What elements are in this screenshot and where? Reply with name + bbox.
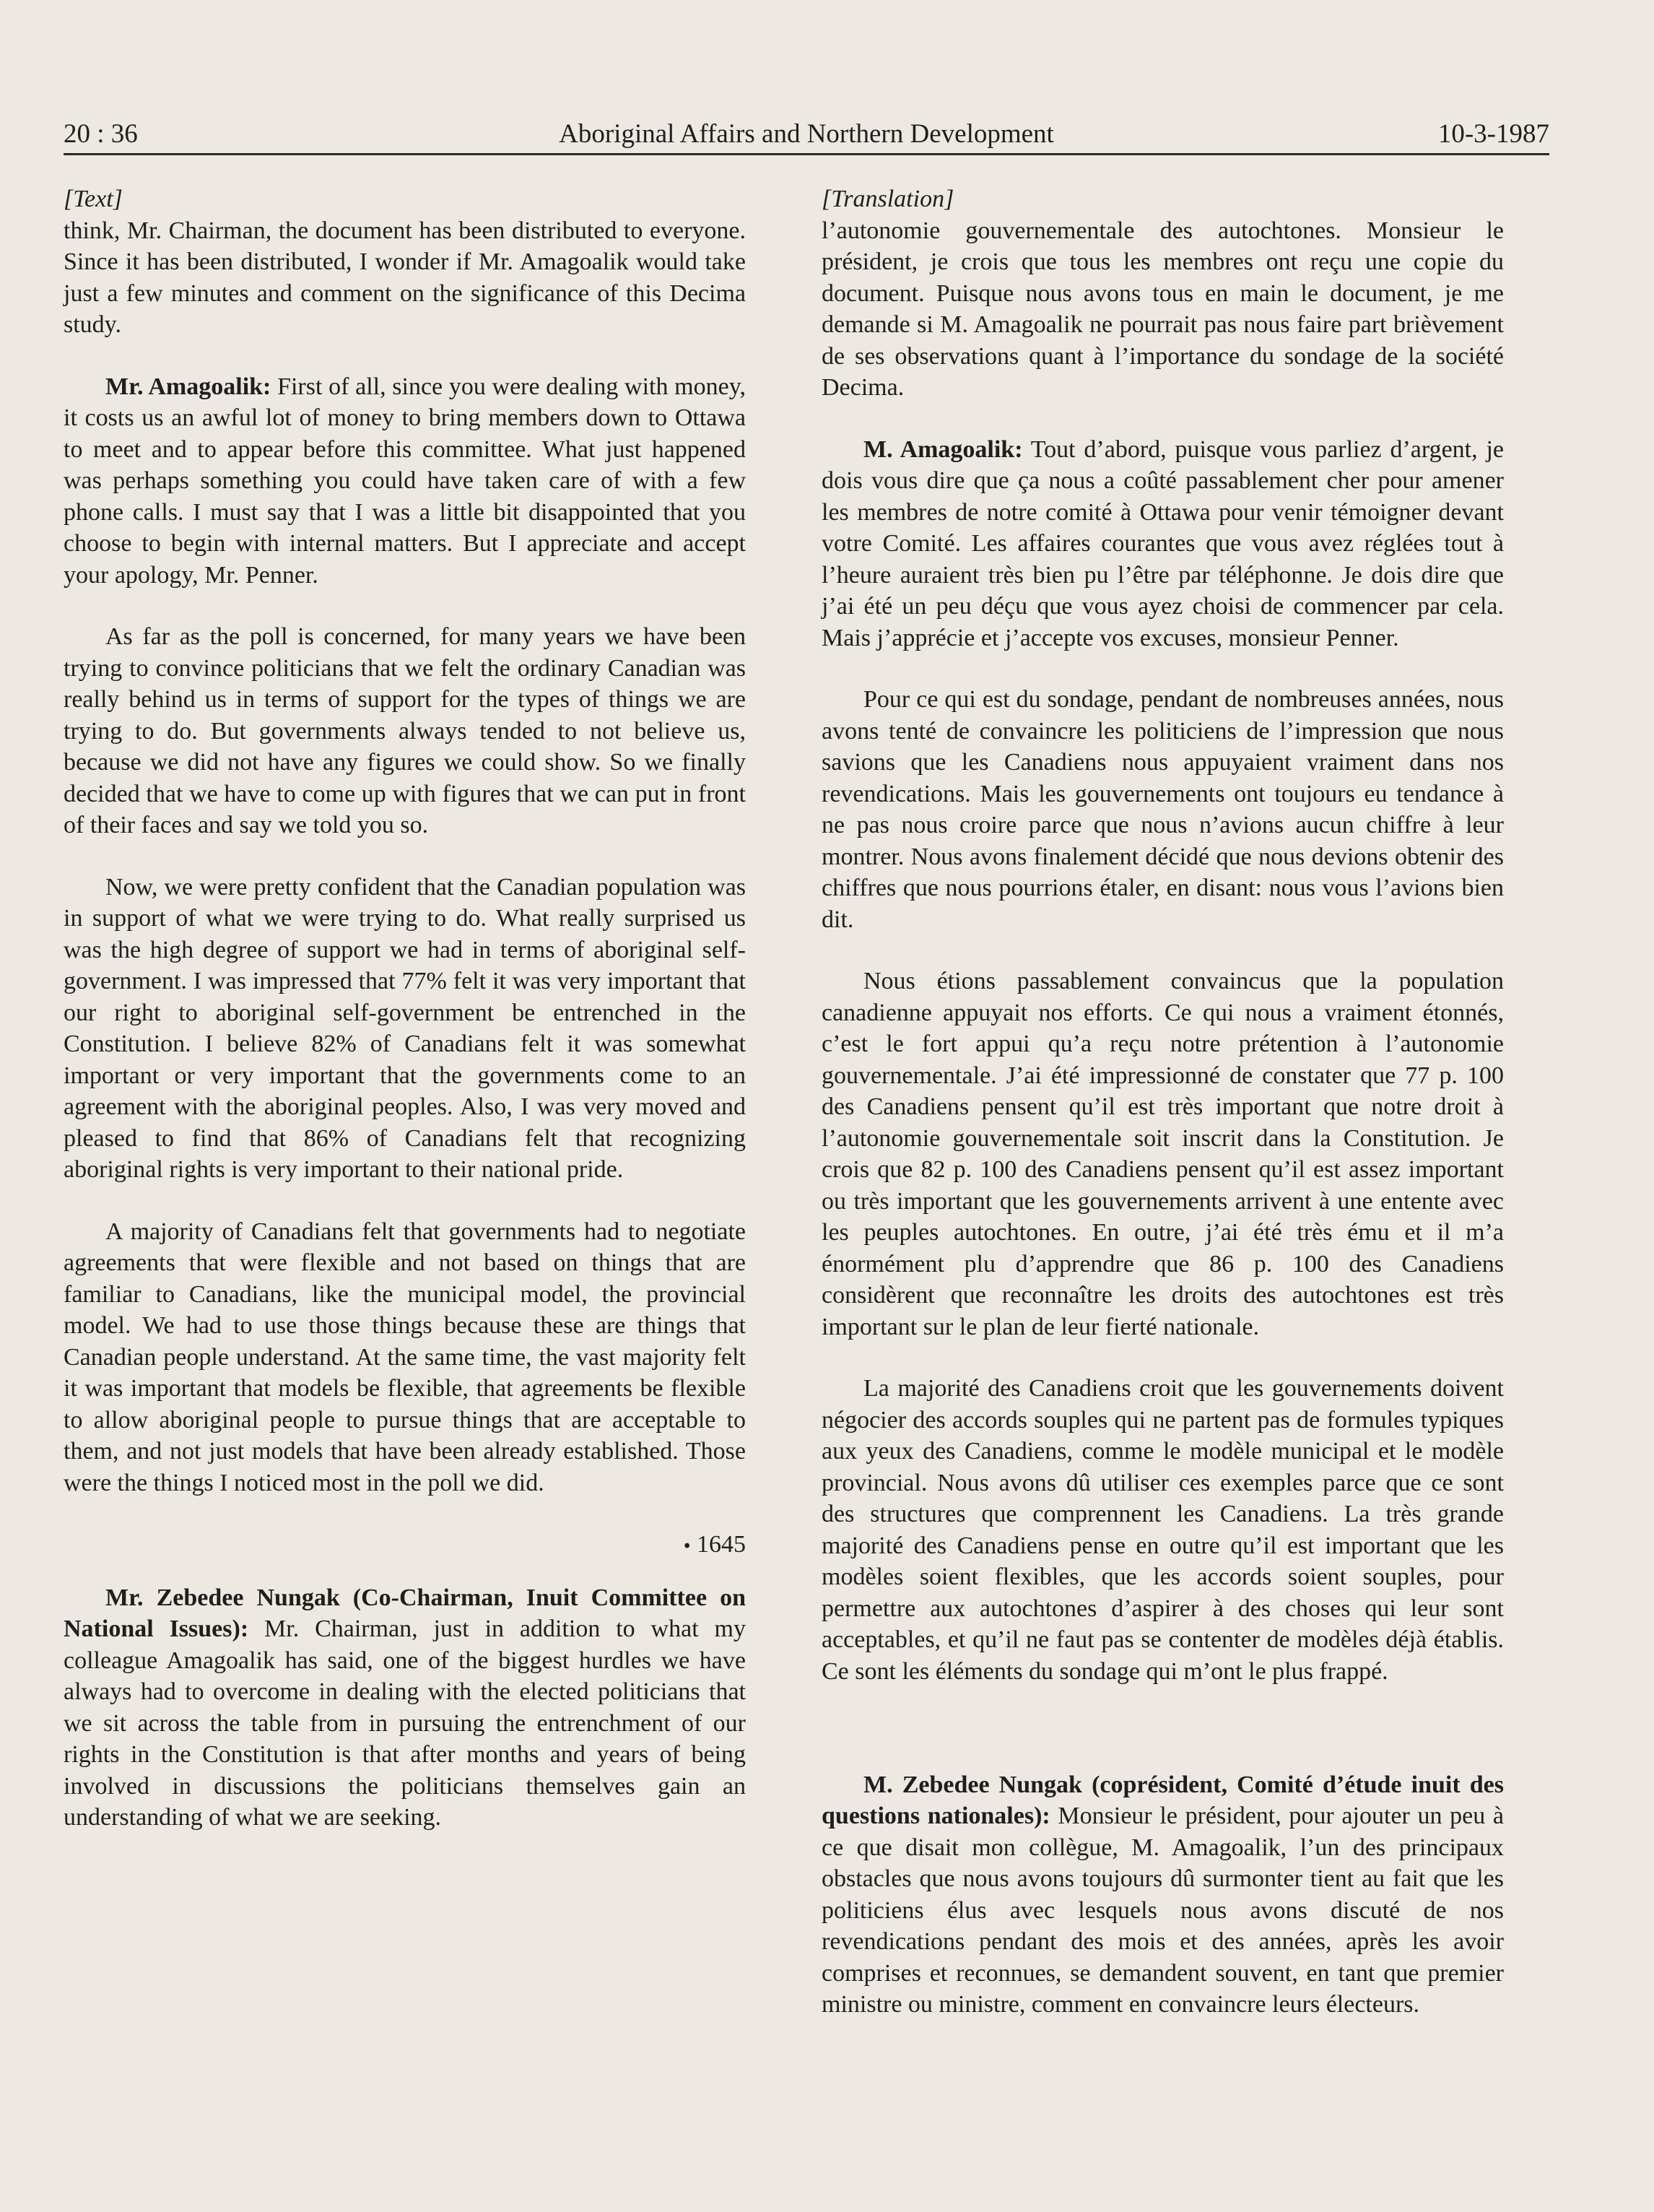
page-number: 20 : 36 — [64, 119, 138, 149]
paragraph: As far as the poll is concerned, for many years we have been trying to convince politicians that we felt the ordinary Canadian was really behind us in terms of support for the types of things we are trying to do. But governments always tended to not believe us, because we did not have any figures we could show. So we finally decided that we have to come up with figures that we can put in front of their faces and say we told you so. — [64, 623, 746, 838]
paragraph: Mr. Amagoalik: First of all, since you were dealing with money, it costs us an awful lot of money to bring members down to Ottawa to meet and to appear before this committee. What just happened was perhaps something you could have taken care of with a few phone calls. I must say that I was a little bit disappointed that you choose to begin with internal matters. But I appreciate and accept your apology, Mr. Penner. — [64, 373, 746, 589]
bullet-icon: • — [683, 1535, 691, 1558]
french-column — [822, 183, 1504, 2051]
page-header — [64, 116, 1549, 155]
speaker-name: Mr. Zebedee Nungak (Co-Chairman, Inuit Committee on National Issues): — [64, 1584, 746, 1643]
speaker-name: M. Zebedee Nungak (coprésident, Comité d’étude inuit des questions nationales): — [822, 1771, 1504, 1829]
paragraph: Nous étions passablement convaincus que la population canadienne appuyait nos efforts. Ce qui nous a vraiment étonnés, c’est le fort appui qu’a reçu notre prétention à l’autonomie gouvernementale. J’ai été impressionné de constater que 77 p. 100 des Canadiens pensent qu’il est très important que notre droit à l’autonomie gouvernementale soit inscrit dans la Constitution. Je crois que 82 p. 100 des Canadiens pensent qu’il est assez important ou très important que les gouvernements arrivent à une entente avec les peuples autochtones. En outre, j’ai été très ému et il m’a énormément plu d’apprendre que 86 p. 100 des Canadiens considèrent que reconnaître les droits des autochtones est très important sur le plan de leur fierté nationale. — [822, 968, 1504, 1340]
timestamp: • 1645 — [683, 1531, 746, 1558]
paragraph: Now, we were pretty confident that the Canadian population was in support of what we were trying to do. What really surprised us was the high degree of support we had in terms of aboriginal self-government. I was impressed that 77% felt it was very important that our right to aboriginal self-government be entrenched in the Constitution. I believe 82% of Canadians felt it was somewhat important or very important that the governments come to an agreement with the aboriginal peoples. Also, I was very moved and pleased to find that 86% of Canadians felt that recognizing aboriginal rights is very important to their national pride. — [64, 873, 746, 1183]
running-title: Aboriginal Affairs and Northern Development — [559, 119, 1054, 149]
speaker-name: M. Amagoalik: — [863, 435, 1023, 463]
paragraph: M. Zebedee Nungak (coprésident, Comité d’étude inuit des questions nationales): Monsieur le président, pour ajouter un peu à ce que disait mon collègue, M. Amagoalik, l’un des principaux obstacles que nous avons toujours dû surmonter tient au fait que les politiciens élus avec lesquels nous avons discuté de nos revendications pendant des mois et des années, après les avoir comprises et reconnues, se demandent souvent, en tant que premier ministre ou ministre, comment en convaincre leurs électeurs. — [822, 1771, 1504, 2018]
paragraph: A majority of Canadians felt that governments had to negotiate agreements that were flexible and not based on things that are familiar to Canadians, like the municipal model, the provincial model. We had to use those things because these are things that Canadian people understand. At the same time, the vast majority felt it was important that models be flexible, that agreements be flexible to allow aboriginal people to pursue things that are acceptable to them, and not just models that have been already established. Those were the things I noticed most in the poll we did. — [64, 1218, 746, 1496]
speaker-name: Mr. Amagoalik: — [105, 373, 271, 400]
paragraph: Pour ce qui est du sondage, pendant de nombreuses années, nous avons tenté de convaincre les politiciens de l’impression que nous savions que les Canadiens nous appuyaient vraiment dans nos revendications. Mais les gouvernements ont toujours eu tendance à ne pas nous croire parce que nous n’avions aucun chiffre à leur montrer. Nous avons finalement décidé que nous devions obtenir des chiffres que nous pourrions étaler, en disant: nous vous l’avions bien dit. — [822, 686, 1504, 933]
paragraph: Mr. Zebedee Nungak (Co-Chairman, Inuit Committee on National Issues): Mr. Chairman, just in addition to what my colleague Amagoalik has said, one of the biggest hurdles we have always had to overcome in dealing with the elected politicians that we sit across the table from in pursuing the entrenchment of our rights in the Constitution is that after months and years of being involved in discussions the politicians themselves gain an understanding of what we are seeking. — [64, 1584, 746, 1831]
paragraph: M. Amagoalik: Tout d’abord, puisque vous parliez d’argent, je dois vous dire que ça nous a coûté passablement cher pour amener les membres de notre comité à Ottawa pour venir témoigner devant votre Comité. Les affaires courantes que vous avez réglées tout à l’heure auraient très bien pu l’être par téléphonne. Je dois dire que j’ai été un peu déçu que vous ayez choisi de commencer par cela. Mais j’apprécie et j’accepte vos excuses, monsieur Penner. — [822, 435, 1504, 651]
english-column — [64, 183, 746, 1864]
page-date: 10-3-1987 — [1437, 119, 1549, 149]
paragraph: think, Mr. Chairman, the document has been distributed to everyone. Since it has been distributed, I wonder if Mr. Amagoalik would take just a few minutes and comment on the significance of this Decima study. — [64, 217, 746, 338]
paragraph: La majorité des Canadiens croit que les gouvernements doivent négocier des accords souples qui ne partent pas de formules typiques aux yeux des Canadiens, comme le modèle municipal et le modèle provincial. Nous avons dû utiliser ces exemples parce que ce sont des structures que comprennent les Canadiens. La très grande majorité des Canadiens pense en outre qu’il est important que les modèles soient flexibles, que les accords soient souples, pour permettre aux autochtones d’aspirer à des choses qui leur sont acceptables, et qu’il ne faut pas se contenter de modèles déjà établis. Ce sont les éléments du sondage qui m’ont le plus frappé. — [822, 1375, 1504, 1685]
paragraph: l’autonomie gouvernementale des autochtones. Monsieur le président, je crois que tous les membres ont reçu une copie du document. Puisque nous avons tous en main le document, je me demande si M. Amagoalik ne pourrait pas nous faire part brièvement de ses observations quant à l’importance du sondage de la société Decima. — [822, 217, 1504, 401]
text-tag: [Text] — [64, 186, 123, 212]
translation-tag: [Translation] — [822, 186, 954, 212]
